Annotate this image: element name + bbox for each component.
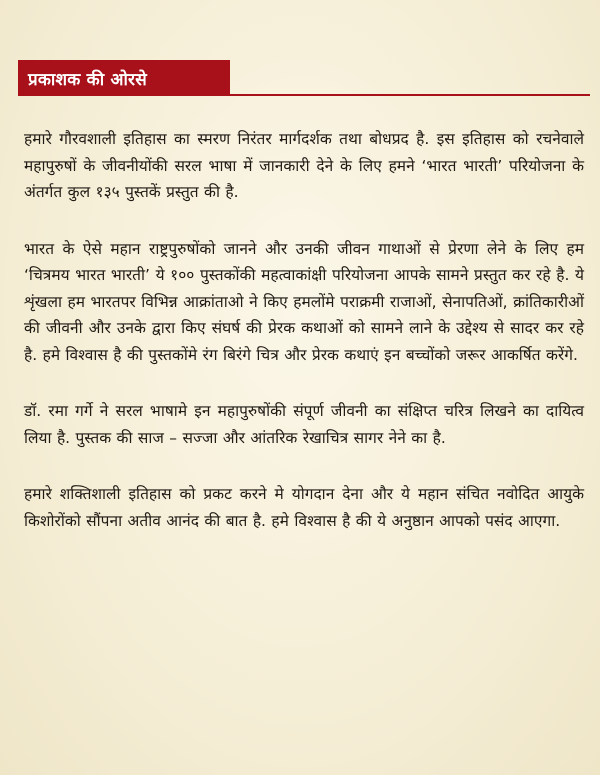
body-text (24, 126, 584, 562)
paragraph-4: हमारे शक्तिशाली इतिहास को प्रकट करने मे योगदान देना और ये महान संचित नवोदित आयुके किशोरोंको सौंपना अतीव आनंद की बात है. हमे विश्वास है की ये अनुष्ठान आपको पसंद आएगा. (24, 485, 584, 530)
section-title: प्रकाशक की ओरसे (28, 69, 147, 90)
header-rule (230, 94, 590, 96)
paragraph-3: डॉ. रमा गर्गे ने सरल भाषामे इन महापुरुषोंकी संपूर्ण जीवनी का संक्षिप्त चरित्र लिखने का दायित्व लिया है. पुस्तक की साज – सज्जा और आंतरिक रेखाचित्र सागर नेने का है. (24, 402, 584, 447)
paragraph-1: हमारे गौरवशाली इतिहास का स्मरण निरंतर मार्गदर्शक तथा बोधप्रद है. इस इतिहास को रचनेवाले महापुरुषों के जीवनीयोंकी सरल भाषा में जानकारी देने के लिए हमने ‘भारत भारती’ परियोजना के अंतर्गत कुल १३५ पुस्तकें प्रस्तुत की है. (24, 130, 584, 201)
paragraph-2: भारत के ऐसे महान राष्ट्रपुरुषोंको जानने और उनकी जीवन गाथाओं से प्रेरणा लेने के लिए हम ‘चित्रमय भारत भारती’ ये १०० पुस्तकोंकी महत्वाकांक्षी परियोजना आपके सामने प्रस्तुत कर रहे है. ये शृंखला हम भारतपर विभिन्न आक्रांताओ ने किए हमलोंमे पराक्रमी राजाओं, सेनापतिओं, क्रांतिकारीओं की जीवनी और उनके द्वारा किए संघर्ष की प्रेरक कथाओं को सामने लाने के उद्देश्य से सादर कर रहे है. हमे विश्वास है की पुस्तकोंमे रंग बिरंगे चित्र और प्रेरक कथाएं इन बच्चोंको जरूर आकर्षित करेंगे. (24, 239, 584, 364)
section-header (18, 60, 230, 96)
